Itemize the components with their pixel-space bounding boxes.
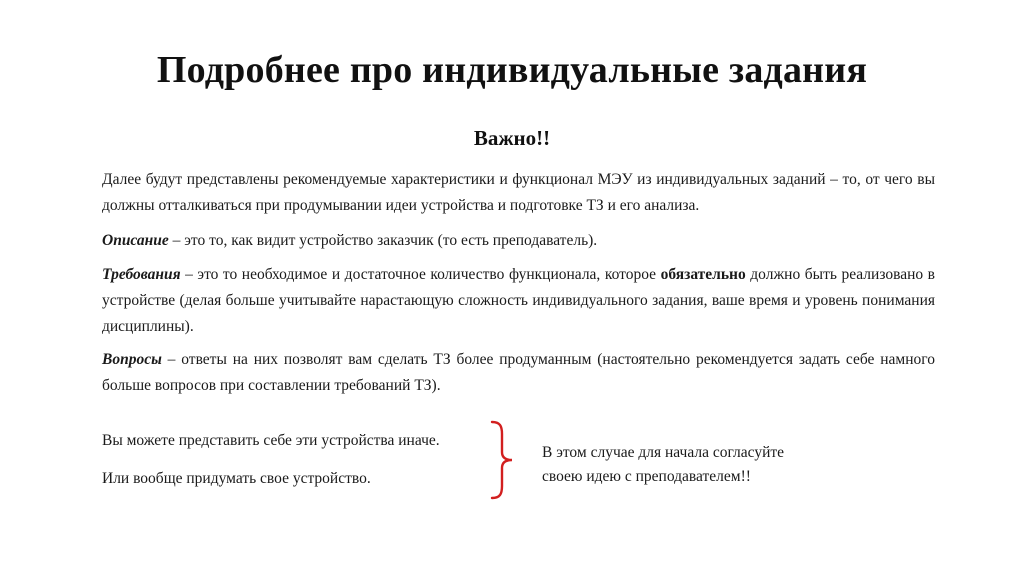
requirements-text-after: должно быть реализовано в устройстве (делая больше учитывайте нарастающую сложность индивидуального задания, ваше время и уровень понимания дисциплины). xyxy=(102,266,936,335)
note-line-1: Вы можете представить себе эти устройства иначе. xyxy=(102,432,440,449)
requirements-term: Требования xyxy=(102,266,181,283)
note-line-2: Или вообще придумать свое устройство. xyxy=(102,470,371,487)
requirements-text-before: – это то необходимое и достаточное количество функционала, которое xyxy=(180,266,661,283)
requirements-emphasis: обязательно xyxy=(660,266,746,283)
description-text: – это то, как видит устройство заказчик (то есть преподаватель). xyxy=(168,232,598,249)
intro-paragraph: Далее будут представлены рекомендуемые характеристики и функционал МЭУ из индивидуальных заданий – то, от чего вы должны отталкиваться при продумывании идеи устройства и подготовке ТЗ и его анализа. xyxy=(102,171,935,214)
questions-paragraph xyxy=(102,347,935,399)
callout-line-2: своею идею с преподавателем!! xyxy=(542,468,751,485)
requirements-paragraph xyxy=(102,262,935,340)
questions-term: Вопросы xyxy=(102,351,162,368)
right-brace-icon xyxy=(486,420,518,500)
callout-line-1: В этом случае для начала согласуйте xyxy=(542,444,785,461)
description-term: Описание xyxy=(102,232,169,249)
questions-text: – ответы на них позволят вам сделать ТЗ более продуманным (настоятельно рекомендуется задать себе намного больше вопросов при составлении требований ТЗ). xyxy=(102,351,935,394)
description-paragraph xyxy=(102,228,935,254)
important-heading: Важно!! xyxy=(473,126,551,150)
slide-title: Подробнее про индивидуальные задания xyxy=(156,49,868,91)
callout-text xyxy=(542,441,842,489)
